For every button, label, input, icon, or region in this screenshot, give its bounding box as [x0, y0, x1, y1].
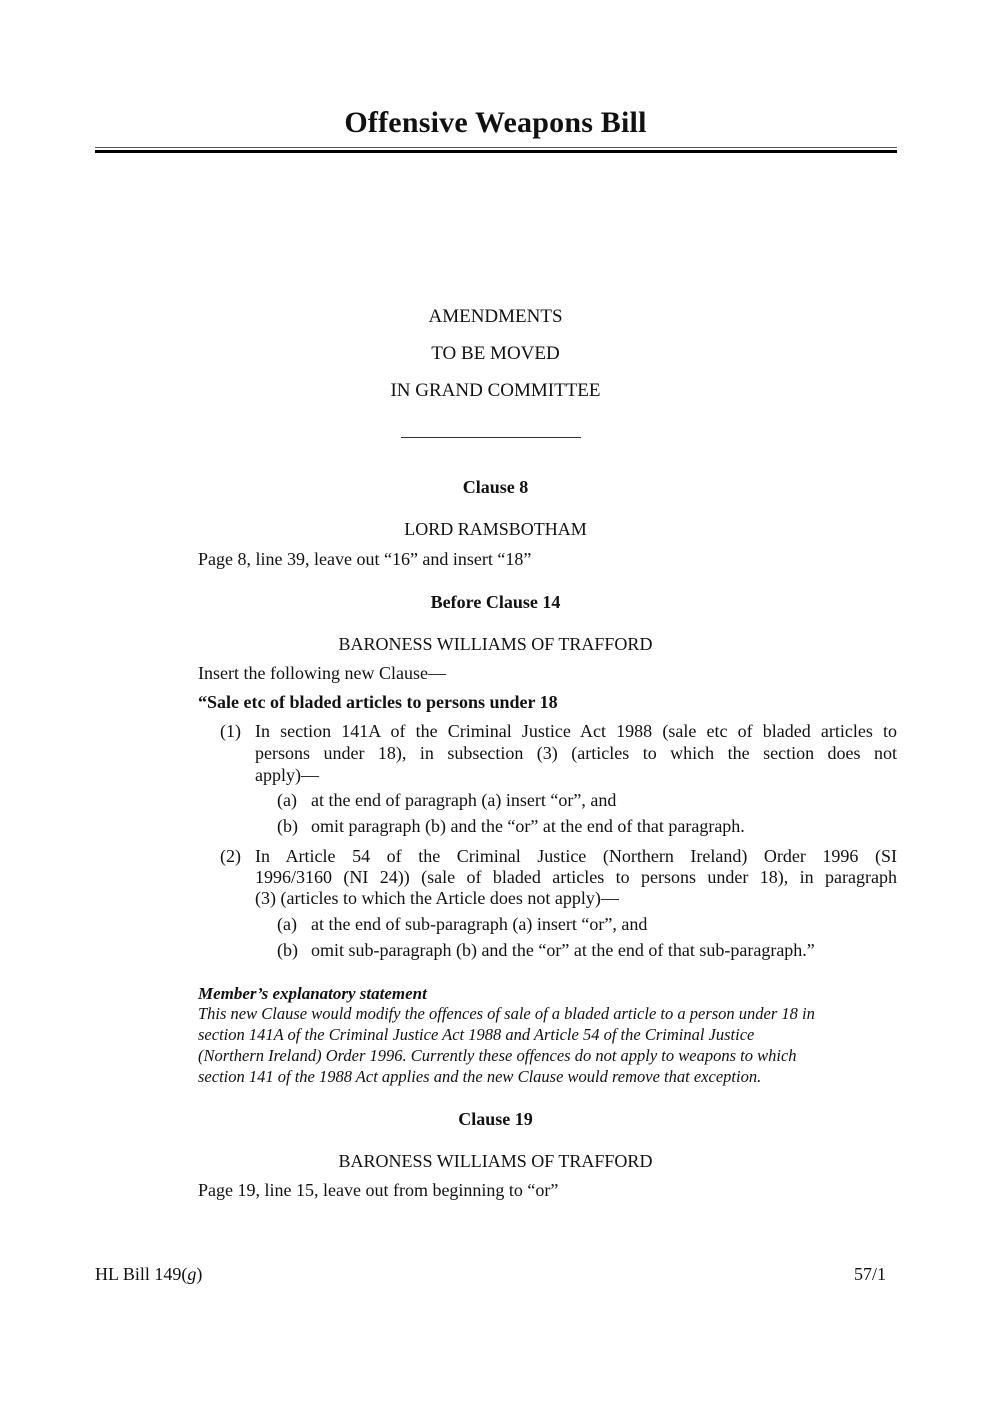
clause-heading: Clause 19	[458, 1109, 533, 1129]
subsection-line: apply)—	[255, 765, 319, 785]
subsection-number: (1)	[220, 721, 241, 741]
amendment-text: Page 8, line 39, leave out “16” and insert “18”	[198, 549, 532, 569]
document-title: Offensive Weapons Bill	[344, 106, 647, 139]
heading-line-3: IN GRAND COMMITTEE	[390, 380, 601, 401]
member-name: BARONESS WILLIAMS OF TRAFFORD	[338, 1151, 653, 1171]
explanatory-line: section 141A of the Criminal Justice Act 1988 and Article 54 of the Criminal Justice	[198, 1025, 755, 1044]
paragraph-text: omit paragraph (b) and the “or” at the end of that paragraph.	[311, 816, 745, 836]
amendment-intro: Insert the following new Clause—	[198, 663, 446, 683]
explanatory-line: section 141 of the 1988 Act applies and the new Clause would remove that exception.	[198, 1067, 762, 1086]
page-reference: 57/1	[853, 1264, 886, 1284]
clause-heading: Before Clause 14	[430, 592, 561, 612]
explanatory-line: This new Clause would modify the offences of sale of a bladed article to a person under 18 in	[198, 1004, 815, 1023]
paragraph-label: (b)	[277, 940, 298, 960]
paragraph-text: at the end of paragraph (a) insert “or”, and	[311, 790, 617, 810]
subsection-line: (3) (articles to which the Article does not apply)—	[255, 888, 619, 908]
amendment-text: Page 19, line 15, leave out from beginning to “or”	[198, 1180, 559, 1200]
member-name: BARONESS WILLIAMS OF TRAFFORD	[338, 634, 653, 654]
paragraph-label: (b)	[277, 816, 298, 836]
paragraph-label: (a)	[277, 790, 297, 810]
subsection-line: In section 141A of the Criminal Justice Act 1988 (sale etc of bladed articles to	[255, 721, 897, 741]
heading-divider	[401, 437, 581, 438]
subsection-number: (2)	[220, 846, 241, 866]
paragraph-text: at the end of sub-paragraph (a) insert “or”, and	[311, 914, 648, 934]
paragraph-label: (a)	[277, 914, 297, 934]
bill-letter: g	[187, 1264, 197, 1284]
new-clause-title: “Sale etc of bladed articles to persons under 18	[198, 692, 558, 712]
subsection-line: persons under 18), in subsection (3) (articles to which the section does not	[255, 743, 897, 763]
subsection-line: 1996/3160 (NI 24)) (sale of bladed articles to persons under 18), in paragraph	[255, 867, 897, 887]
bill-prefix: HL Bill 149(	[95, 1264, 188, 1284]
title-rule-thick	[95, 150, 897, 153]
explanatory-heading: Member’s explanatory statement	[198, 984, 427, 1003]
clause-heading: Clause 8	[462, 477, 529, 497]
explanatory-line: (Northern Ireland) Order 1996. Currently these offences do not apply to weapons to which	[198, 1046, 797, 1065]
member-name: LORD RAMSBOTHAM	[404, 519, 587, 539]
bill-reference	[95, 1264, 202, 1285]
heading-line-1: AMENDMENTS	[428, 306, 563, 327]
subsection-line: In Article 54 of the Criminal Justice (Northern Ireland) Order 1996 (SI	[255, 846, 897, 866]
title-rule-thin	[95, 147, 897, 148]
paragraph-text: omit sub-paragraph (b) and the “or” at the end of that sub-paragraph.”	[311, 940, 815, 960]
bill-suffix: )	[196, 1264, 203, 1284]
heading-line-2: TO BE MOVED	[431, 343, 560, 364]
